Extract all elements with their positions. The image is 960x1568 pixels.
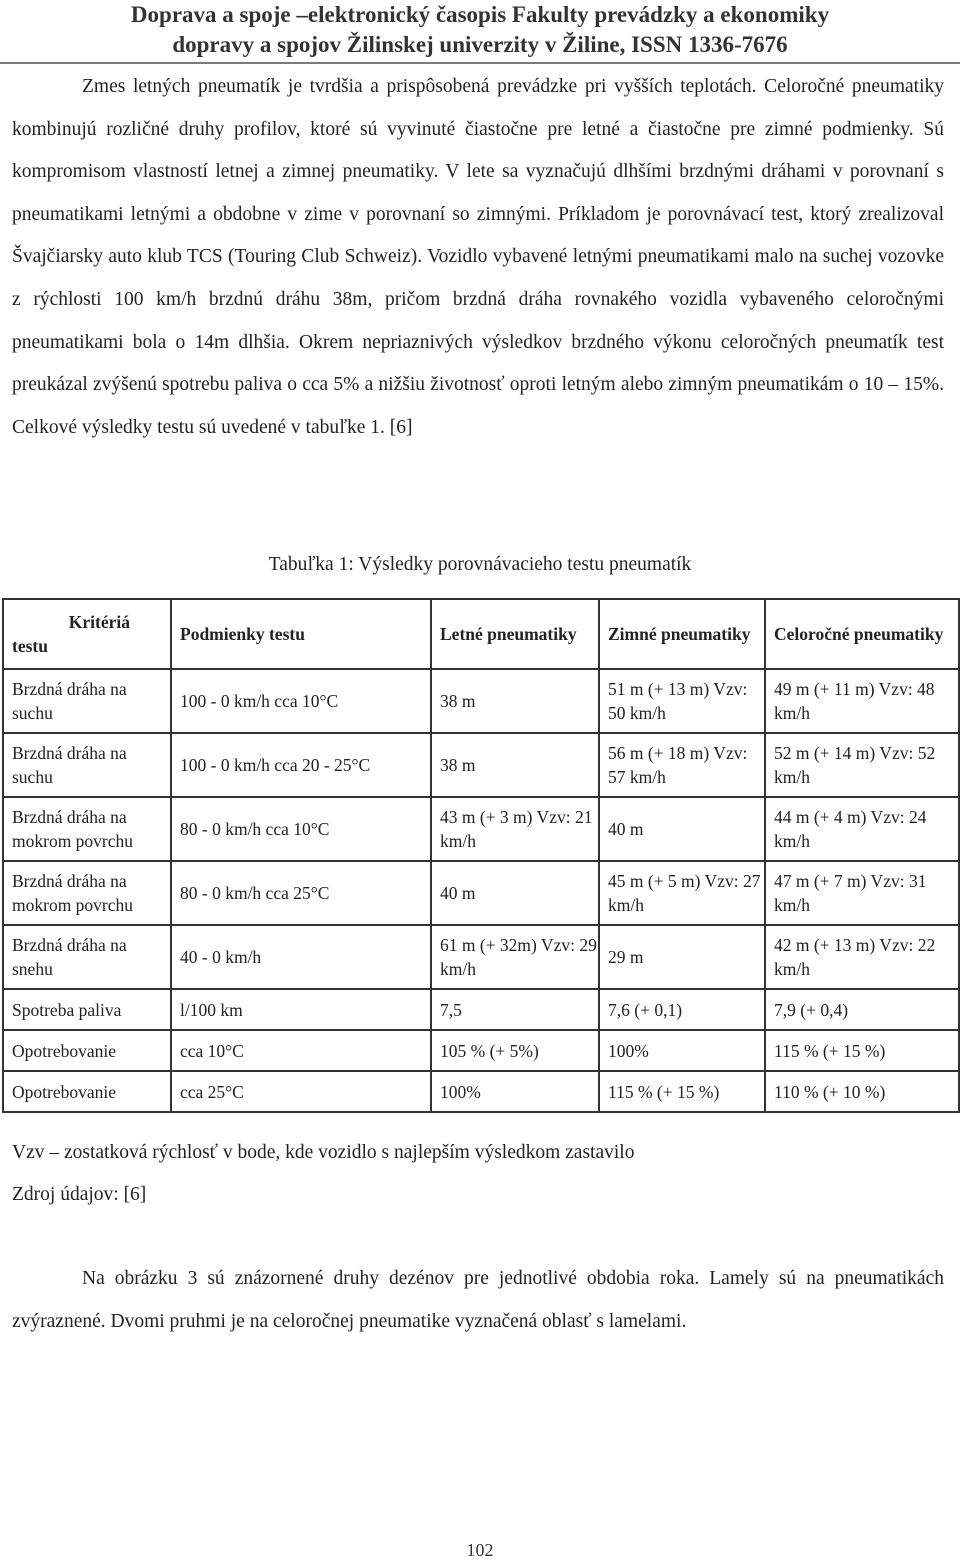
header-criteria <box>3 599 171 669</box>
cell-allseason: 7,9 (+ 0,4) <box>765 989 959 1030</box>
table-row <box>3 1071 959 1112</box>
page-number: 102 <box>466 1540 494 1560</box>
header-conditions: Podmienky testu <box>171 599 431 669</box>
cell-summer: 38 m <box>431 733 599 797</box>
cell-winter: 7,6 (+ 0,1) <box>599 989 765 1030</box>
paragraph-tread-patterns: Na obrázku 3 sú znázornené druhy dezénov pre jednotlivé obdobia roka. Lamely sú na pneumatikách zvýraznené. Dvomi pruhmi je na celoročnej pneumatike vyznačená oblasť s lamelami. <box>12 1268 944 1332</box>
cell-condition: cca 25°C <box>171 1071 431 1112</box>
cell-condition: 100 - 0 km/h cca 10°C <box>171 669 431 733</box>
journal-header-line-1: Doprava a spoje –elektronický časopis Fakulty prevádzky a ekonomiky <box>130 2 830 27</box>
cell-condition: 40 - 0 km/h <box>171 925 431 989</box>
cell-condition: 100 - 0 km/h cca 20 - 25°C <box>171 733 431 797</box>
cell-condition: cca 10°C <box>171 1030 431 1071</box>
cell-summer: 7,5 <box>431 989 599 1030</box>
cell-winter: 56 m (+ 18 m) Vzv: 57 km/h <box>599 733 765 797</box>
cell-criterion: Opotrebovanie <box>3 1030 171 1071</box>
cell-criterion: Opotrebovanie <box>3 1071 171 1112</box>
table-row <box>3 669 959 733</box>
cell-summer: 43 m (+ 3 m) Vzv: 21 km/h <box>431 797 599 861</box>
table-caption: Tabuľka 1: Výsledky porovnávacieho testu pneumatík <box>268 554 692 575</box>
cell-winter: 100% <box>599 1030 765 1071</box>
cell-criterion: Spotreba paliva <box>3 989 171 1030</box>
table-row <box>3 861 959 925</box>
cell-allseason: 47 m (+ 7 m) Vzv: 31 km/h <box>765 861 959 925</box>
table-row <box>3 989 959 1030</box>
note-source: Zdroj údajov: [6] <box>12 1184 147 1205</box>
header-test-label: testu <box>12 636 48 656</box>
cell-allseason: 115 % (+ 15 %) <box>765 1030 959 1071</box>
cell-condition: 80 - 0 km/h cca 25°C <box>171 861 431 925</box>
table-row <box>3 925 959 989</box>
header-allseason: Celoročné pneumatiky <box>765 599 959 669</box>
cell-criterion: Brzdná dráha na suchu <box>3 669 171 733</box>
table-row <box>3 1030 959 1071</box>
cell-winter: 45 m (+ 5 m) Vzv: 27 km/h <box>599 861 765 925</box>
results-table <box>2 598 960 1113</box>
cell-summer: 38 m <box>431 669 599 733</box>
cell-criterion: Brzdná dráha na mokrom povrchu <box>3 861 171 925</box>
cell-summer: 105 % (+ 5%) <box>431 1030 599 1071</box>
cell-summer: 61 m (+ 32m) Vzv: 29 km/h <box>431 925 599 989</box>
note-vzv: Vzv – zostatková rýchlosť v bode, kde vozidlo s najlepším výsledkom zastavilo <box>12 1142 635 1163</box>
cell-criterion: Brzdná dráha na suchu <box>3 733 171 797</box>
cell-winter: 51 m (+ 13 m) Vzv: 50 km/h <box>599 669 765 733</box>
cell-summer: 100% <box>431 1071 599 1112</box>
table-header-row <box>3 599 959 669</box>
cell-summer: 40 m <box>431 861 599 925</box>
journal-header-line-2: dopravy a spojov Žilinskej univerzity v Žiline, ISSN 1336-7676 <box>172 32 788 57</box>
cell-condition: l/100 km <box>171 989 431 1030</box>
table-row <box>3 733 959 797</box>
cell-allseason: 52 m (+ 14 m) Vzv: 52 km/h <box>765 733 959 797</box>
cell-winter: 29 m <box>599 925 765 989</box>
cell-criterion: Brzdná dráha na mokrom povrchu <box>3 797 171 861</box>
header-summer: Letné pneumatiky <box>431 599 599 669</box>
header-winter: Zimné pneumatiky <box>599 599 765 669</box>
paragraph-tire-comparison: Zmes letných pneumatík je tvrdšia a prispôsobená prevádzke pri vyšších teplotách. Celoročné pneumatiky kombinujú rozličné druhy profilov, ktoré sú vyvinuté čiastočne pre letné a čiastočne pre zimné podmienky. Sú kompromisom vlastností letnej a zimnej pneumatiky. V lete sa vyznačujú dlhšími brzdnými dráhami v porovnaní s pneumatikami letnými a obdobne v zime v porovnaní so zimnými. Príkladom je porovnávací test, ktorý zrealizoval Švajčiarsky auto klub TCS (Touring Club Schweiz). Vozidlo vybavené letnými pneumatikami malo na suchej vozovke z rýchlosti 100 km/h brzdnú dráhu 38m, pričom brzdná dráha rovnakého vozidla vybaveného celoročnými pneumatikami bola o 14m dlhšia. Okrem nepriaznivých výsledkov brzdného výkonu celoročných pneumatík test preukázal zvýšenú spotrebu paliva o cca 5% a nižšiu životnosť oproti letným alebo zimným pneumatikám o 10 – 15%. Celkové výsledky testu sú uvedené v tabuľke 1. [6] <box>12 76 944 438</box>
cell-allseason: 44 m (+ 4 m) Vzv: 24 km/h <box>765 797 959 861</box>
table-notes <box>12 1132 944 1216</box>
cell-condition: 80 - 0 km/h cca 10°C <box>171 797 431 861</box>
cell-criterion: Brzdná dráha na snehu <box>3 925 171 989</box>
journal-header <box>0 0 960 64</box>
body-text <box>12 66 944 449</box>
cell-winter: 40 m <box>599 797 765 861</box>
cell-allseason: 110 % (+ 10 %) <box>765 1071 959 1112</box>
table-row <box>3 797 959 861</box>
cell-winter: 115 % (+ 15 %) <box>599 1071 765 1112</box>
cell-allseason: 42 m (+ 13 m) Vzv: 22 km/h <box>765 925 959 989</box>
cell-allseason: 49 m (+ 11 m) Vzv: 48 km/h <box>765 669 959 733</box>
header-criteria-label: Kritériá <box>68 612 130 632</box>
